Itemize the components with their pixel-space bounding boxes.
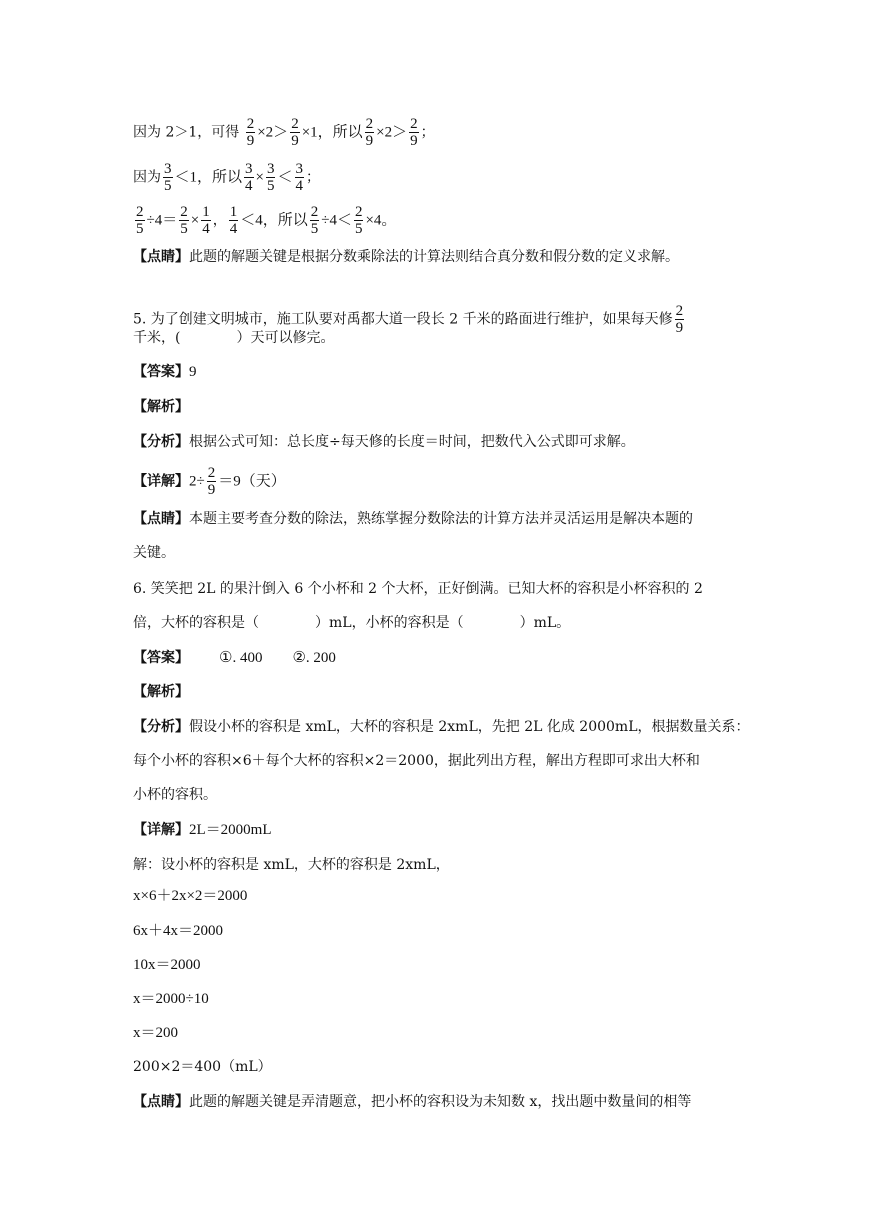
q6-step: 6x＋4x＝2000 [133, 923, 224, 939]
text: ×1，所以 [301, 124, 363, 141]
section-tag: 【答案】 [133, 364, 189, 380]
q6-stem-line-2 [133, 613, 570, 633]
text: ÷4＝ [146, 212, 178, 229]
answer-value: ①. 400 [219, 650, 263, 666]
q6-step: x×6＋2x×2＝2000 [133, 888, 248, 904]
fraction: $\frac{2}{9}$ [675, 303, 684, 336]
q6-fenxi-line-1 [133, 717, 750, 737]
fraction: $\frac{3}{5}$ [266, 161, 275, 194]
q4-line-2 [133, 161, 320, 194]
text: 此题的解题关键是根据分数乘除法的计算法则结合真分数和假分数的定义求解。 [189, 249, 679, 265]
text: ＜4，所以 [240, 212, 308, 229]
text: 2L＝2000mL [189, 822, 272, 838]
fraction: $\frac{2}{9}$ [410, 116, 418, 149]
answer-value: ②. 200 [292, 650, 336, 666]
fraction: $\frac{2}{9}$ [291, 116, 299, 149]
q6-step: x＝200 [133, 1025, 179, 1041]
q4-dianjing [133, 247, 679, 267]
q5-jiexi [133, 397, 189, 417]
question-text: 千米，( ）天可以修完。 [133, 330, 335, 346]
section-tag: 【详解】 [133, 473, 189, 490]
fraction: $\frac{1}{4}$ [229, 204, 238, 237]
section-tag: 【点睛】 [133, 511, 189, 527]
fraction: $\frac{2}{5}$ [136, 204, 144, 237]
text: 小杯的容积。 [133, 787, 217, 803]
text: 因为 [133, 169, 161, 186]
q6-dianjing [133, 1092, 691, 1112]
text: ×4。 [365, 212, 397, 229]
q4-line-1 [133, 116, 435, 149]
q6-step: x＝2000÷10 [133, 991, 209, 1007]
fraction: $\frac{3}{5}$ [164, 161, 172, 194]
text: 假设小杯的容积是 xmL，大杯的容积是 2xmL，先把 2L 化成 2000mL，根据数量关系： [189, 719, 750, 735]
fraction: $\frac{3}{4}$ [245, 161, 253, 194]
section-tag: 【点睛】 [133, 1094, 189, 1110]
section-tag: 【点睛】 [133, 249, 189, 265]
q5-stem-line-2 [133, 328, 334, 348]
fraction: $\frac{2}{5}$ [310, 204, 319, 237]
text: ＜ [277, 169, 293, 186]
fraction: $\frac{2}{9}$ [246, 116, 255, 149]
section-tag: 【答案】 [133, 650, 189, 666]
text: ； [420, 124, 435, 141]
q6-step: 10x＝2000 [133, 957, 201, 973]
fraction: $\frac{1}{4}$ [202, 204, 210, 237]
q4-line-3 [133, 204, 396, 237]
q5-answer [133, 362, 197, 382]
text: ， [212, 212, 227, 229]
fraction: $\frac{2}{5}$ [180, 204, 188, 237]
text: ； [306, 169, 320, 186]
text: 因为 2＞1，可得 [133, 124, 240, 141]
q6-step: 200×2＝400（mL） [133, 1059, 272, 1075]
text: 每个小杯的容积×6＋每个大杯的容积×2＝2000，据此列出方程，解出方程即可求出大杯和 [133, 753, 700, 769]
text: ×2＞ [376, 124, 408, 141]
text: 根据公式可知：总长度÷每天修的长度＝时间，把数代入公式即可求解。 [189, 434, 635, 450]
text: 2÷ [189, 473, 205, 490]
question-text: 5. 为了创建文明城市，施工队要对禹都大道一段长 2 千米的路面进行维护，如果每天修 [133, 311, 673, 328]
q6-answer [133, 648, 336, 668]
q6-stem-line-1 [133, 579, 703, 599]
text: 本题主要考查分数的除法，熟练掌握分数除法的计算方法并灵活运用是解决本题的 [189, 511, 693, 527]
text: ÷4＜ [321, 212, 352, 229]
fraction: $\frac{2}{5}$ [354, 204, 363, 237]
section-tag: 【解析】 [133, 399, 189, 415]
q5-dianjing-line-2 [133, 543, 175, 563]
text: 此题的解题关键是弄清题意，把小杯的容积设为未知数 x，找出题中数量间的相等 [189, 1094, 692, 1110]
question-text: 6. 笑笑把 2L 的果汁倒入 6 个小杯和 2 个大杯，正好倒满。已知大杯的容积是小杯容积的 2 [133, 581, 703, 597]
q6-step: 解：设小杯的容积是 xmL，大杯的容积是 2xmL， [133, 857, 450, 873]
text: ＝9（天） [218, 473, 286, 490]
section-tag: 【分析】 [133, 719, 189, 735]
text: ＜1，所以 [174, 169, 243, 186]
section-tag: 【分析】 [133, 434, 189, 450]
fraction: $\frac{3}{4}$ [295, 161, 303, 194]
section-tag: 【解析】 [133, 684, 189, 700]
q5-fenxi [133, 432, 635, 452]
section-tag: 【详解】 [133, 822, 189, 838]
text: × [255, 169, 264, 186]
text: × [190, 212, 200, 229]
q6-xiangjie [133, 820, 272, 840]
question-text: 倍，大杯的容积是（ ）mL，小杯的容积是（ ）mL。 [133, 615, 571, 631]
text: ×2＞ [257, 124, 289, 141]
q5-xiangjie [133, 465, 286, 498]
q6-fenxi-line-2 [133, 751, 700, 771]
q5-dianjing-line-1 [133, 509, 693, 529]
answer-value: 9 [189, 364, 197, 380]
text: 关键。 [133, 545, 175, 561]
fraction: $\frac{2}{9}$ [365, 116, 374, 149]
q6-jiexi [133, 682, 189, 702]
q6-fenxi-line-3 [133, 785, 217, 805]
fraction: $\frac{2}{9}$ [207, 465, 216, 498]
